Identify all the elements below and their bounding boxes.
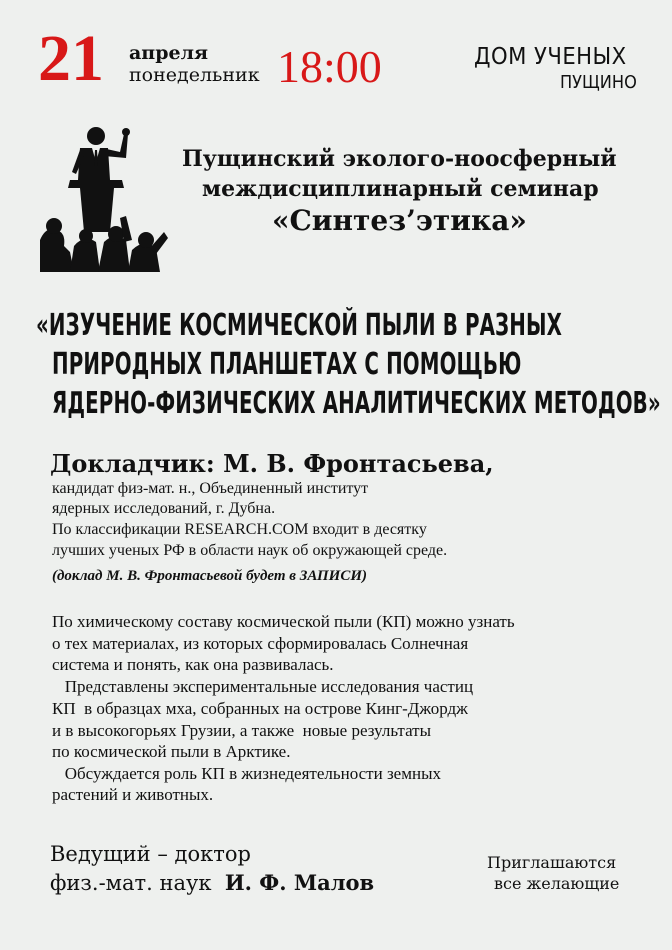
speaker-info-line-4: лучших ученых РФ в области наук об окружающей среде. (52, 542, 448, 559)
talk-title-line-2: ПРИРОДНЫХ ПЛАНШЕТАХ С ПОМОЩЬЮ (52, 347, 522, 382)
abstract-line-9: растений и животных. (52, 785, 214, 804)
abstract-line-3: система и понять, как она развивалась. (52, 655, 334, 674)
event-day: 21 (38, 22, 104, 95)
host-name: И. Ф. Малов (224, 870, 375, 895)
abstract-line-5: КП в образцах мха, собранных на острове Кинг-Джордж (52, 699, 468, 718)
abstract-line-4: Представлены экспериментальные исследования частиц (52, 677, 474, 696)
abstract-line-1: По химическому составу космической пыли (КП) можно узнать (52, 612, 515, 631)
invitation-line-1: Приглашаются (487, 853, 617, 872)
seminar-name: «Синтез’этика» (272, 204, 527, 237)
abstract-line-8: Обсуждается роль КП в жизнедеятельности земных (52, 764, 441, 783)
speaker-info-line-2: ядерных исследований, г. Дубна. (52, 500, 276, 517)
host-line-1: Ведущий – доктор (50, 842, 251, 866)
seminar-line-2: междисциплинарный семинар (202, 176, 599, 202)
talk-title-line-1: «ИЗУЧЕНИЕ КОСМИЧЕСКОЙ ПЫЛИ В РАЗНЫХ (36, 308, 562, 343)
recording-note: (доклад М. В. Фронтасьевой будет в ЗАПИСИ) (52, 568, 368, 584)
event-time: 18:00 (277, 41, 382, 92)
organizer-name: ДОМ УЧЕНЫХ (474, 44, 627, 70)
talk-title-line-3: ЯДЕРНО-ФИЗИЧЕСКИХ АНАЛИТИЧЕСКИХ МЕТОДОВ» (52, 386, 661, 421)
abstract-line-2: о тех материалах, из которых сформировалась Солнечная (52, 634, 469, 653)
speaker-info-line-3: По классификации RESEARCH.COM входит в десятку (52, 521, 427, 538)
speaker-silhouette-icon (40, 122, 168, 272)
invitation-line-2: все желающие (494, 874, 620, 893)
abstract-line-6: и в высокогорьях Грузии, а также новые результаты (52, 721, 432, 740)
seminar-line-1: Пущинский эколого-ноосферный (182, 146, 617, 172)
speaker-heading: Докладчик: М. В. Фронтасьева, (50, 449, 494, 478)
speaker-info-line-1: кандидат физ-мат. н., Объединенный институт (52, 480, 369, 497)
event-weekday: понедельник (129, 64, 260, 86)
event-month: апреля (129, 42, 209, 64)
abstract-line-7: по космической пыли в Арктике. (52, 742, 291, 761)
organizer-city: ПУЩИНО (560, 72, 637, 93)
host-degree: физ.-мат. наук (50, 871, 225, 895)
host-line-2 (50, 872, 374, 894)
